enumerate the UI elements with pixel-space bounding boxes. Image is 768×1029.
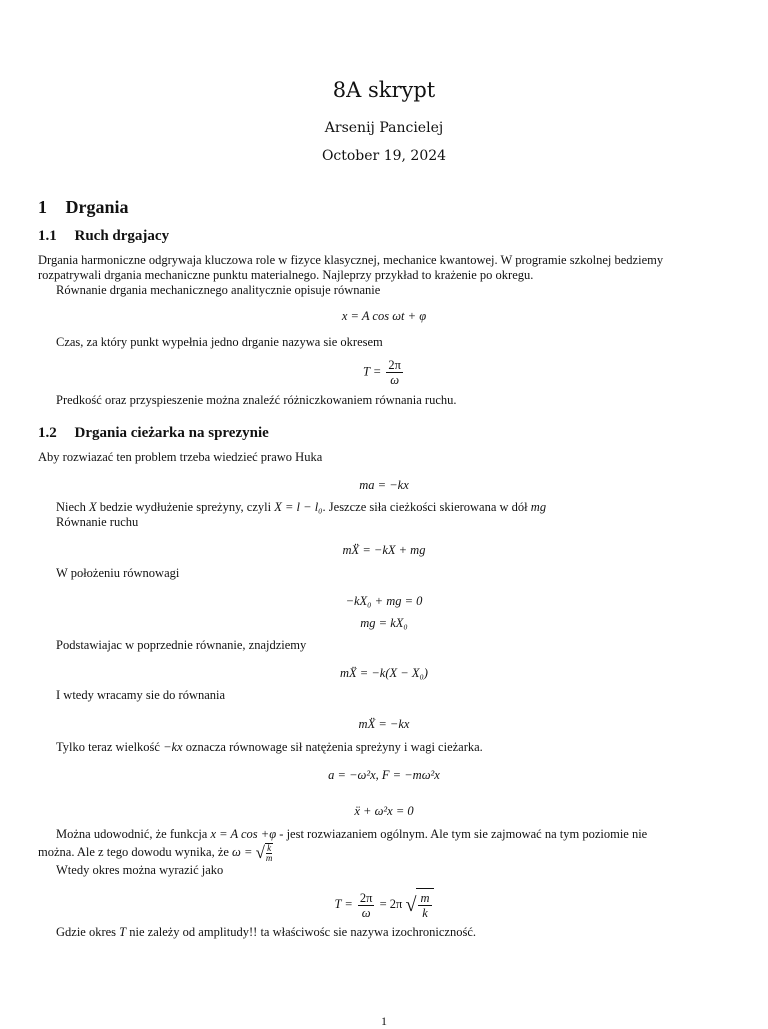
equation-acceleration-force: a = −ω²x, F = −mω²x: [328, 768, 440, 782]
paragraph-line: Predkość oraz przyspieszenie można znaleźć różniczkowaniem równania ruchu.: [56, 393, 457, 407]
equation-back: mẌ = −kx: [358, 717, 410, 731]
subsection-title: Drgania cieżarka na sprezynie: [74, 425, 269, 441]
subsection-number: 1.2: [38, 425, 57, 441]
text-span: można. Ale z tego dowodu wynika, że: [38, 844, 233, 859]
equation-motion: mẌ = −kX + mg: [342, 543, 426, 557]
subsection-number: 1.1: [38, 228, 57, 244]
fraction-denominator: m: [265, 853, 273, 863]
text-span: Gdzie okres: [56, 925, 120, 939]
equation-substituted: mẌ = −k(X − X₀): [340, 666, 428, 680]
subsection-heading-1-2: [38, 425, 269, 442]
paragraph-line: W położeniu równowagi: [56, 566, 180, 580]
equation-period-final: [0, 888, 768, 922]
fraction: [358, 891, 375, 920]
equation-position: x = A cos ωt + φ: [341, 309, 427, 323]
paragraph-line: [56, 740, 483, 755]
text-span: . Jeszcze siła cieżkości skierowana w dół: [322, 500, 531, 514]
fraction-numerator: 2π: [388, 358, 401, 372]
document-title: 8A skrypt: [332, 78, 436, 102]
square-root: √ $\frac{m}{k}$: [405, 888, 433, 922]
paragraph-line: [38, 843, 273, 863]
paragraph-line: Drgania harmoniczne odgrywaja kluczowa role w fizyce klasycznej, mechanice kwantowej. W programie szkolnej bedziemy: [38, 253, 664, 267]
math-inline: T: [119, 925, 127, 939]
paragraph-line: Aby rozwiazać ten problem trzeba wiedzieć prawo Huka: [38, 450, 323, 464]
section-number: 1: [38, 197, 47, 217]
text-span: oznacza równowage sił natężenia spreżyny i wagi cieżarka.: [182, 740, 483, 754]
subsection-heading-1-1: [38, 228, 169, 245]
math-inline: x = A cos +φ: [210, 827, 277, 841]
equation-period: [0, 358, 768, 387]
paragraph-line: Równanie drgania mechanicznego analitycznie opisuje równanie: [56, 283, 381, 297]
fraction-denominator: k: [422, 906, 428, 920]
paragraph-line: [56, 500, 546, 515]
subsection-title: Ruch drgajacy: [74, 228, 170, 244]
page-number: 1: [381, 1014, 387, 1028]
math-inline: ω =: [232, 844, 253, 859]
fraction-denominator: ω: [361, 905, 371, 920]
equation-lhs: T =: [363, 364, 382, 379]
fraction-numerator: k: [267, 843, 272, 853]
section-heading-1: [38, 197, 129, 218]
paragraph-line: Czas, za który punkt wypełnia jedno drganie nazywa sie okresem: [56, 335, 383, 349]
document-author: Arsenij Pancielej: [324, 120, 444, 136]
fraction-denominator: ω: [390, 373, 400, 387]
paragraph-line: Podstawiajac w poprzednie równanie, znajdziemy: [56, 638, 307, 652]
equation-hooke: ma = −kx: [359, 478, 409, 492]
paragraph-line: Równanie ruchu: [56, 515, 139, 529]
text-span: Można udowodnić, że funkcja: [56, 827, 211, 841]
equation-lhs: T =: [334, 896, 353, 911]
paragraph-line: I wtedy wracamy sie do równania: [56, 688, 226, 702]
math-inline: −kx: [163, 740, 183, 754]
equation-equilibrium-1: −kX₀ + mg = 0: [345, 594, 423, 608]
paragraph-line: [56, 827, 647, 842]
text-span: Niech: [56, 500, 89, 514]
square-root: √ $\frac{k}{m}$: [255, 843, 273, 863]
paragraph-line: [56, 925, 476, 940]
text-span: - jest rozwiazaniem ogólnym. Ale tym sie zajmować na tym poziomie nie: [276, 827, 648, 841]
equation-equilibrium-2: mg = kX₀: [360, 616, 408, 630]
fraction: [418, 891, 431, 920]
paragraph-line: rozpatrywali drgania mechaniczne punktu materialnego. Najleprzy przykład to krażenie po okregu.: [38, 268, 534, 282]
math-inline: X = l − l₀: [274, 500, 323, 514]
fraction-numerator: 2π: [359, 890, 373, 905]
math-inline: mg: [530, 500, 547, 514]
document-date: October 19, 2024: [321, 148, 447, 164]
math-inline: X: [88, 500, 97, 514]
section-title: Drgania: [65, 197, 129, 217]
equation-middle: = 2π: [379, 896, 403, 911]
fraction: [386, 358, 403, 387]
paragraph-line: Wtedy okres można wyrazić jako: [56, 863, 224, 877]
fraction-numerator: m: [420, 891, 430, 905]
text-span: Tylko teraz wielkość: [56, 740, 164, 754]
text-span: nie zależy od amplitudy!! ta właściwośc sie nazywa izochroniczność.: [126, 925, 476, 939]
equation-ode: ẍ + ω²x = 0: [354, 804, 414, 818]
text-span: bedzie wydłużenie spreżyny, czyli: [96, 500, 275, 514]
